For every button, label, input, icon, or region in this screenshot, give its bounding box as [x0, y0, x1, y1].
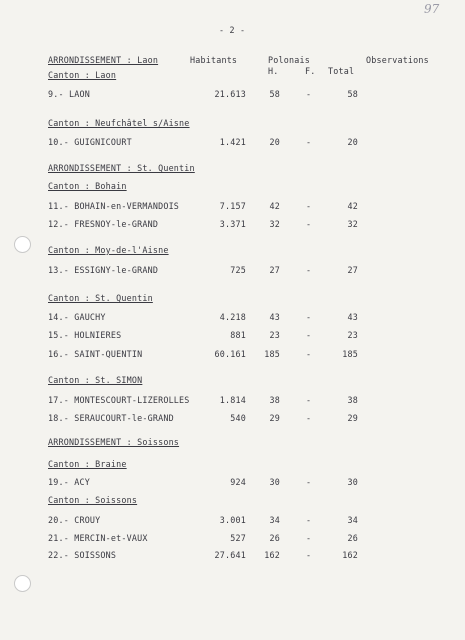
femmes-value: -	[306, 515, 312, 525]
femmes-value: -	[306, 533, 312, 543]
commune-name: 9.- LAON	[48, 89, 90, 99]
hommes-value: 58	[269, 89, 280, 99]
hommes-value: 38	[269, 395, 280, 405]
col-observations: Observations	[366, 55, 429, 65]
commune-name: 18.- SERAUCOURT-le-GRAND	[48, 413, 174, 423]
arrondissement-heading: ARRONDISSEMENT : Soissons	[48, 437, 180, 447]
total-value: 42	[347, 201, 358, 211]
habitants-value: 924	[230, 477, 246, 487]
canton-heading: Canton : Laon	[48, 70, 117, 80]
commune-name: 13.- ESSIGNY-le-GRAND	[48, 265, 159, 275]
commune-name: 11.- BOHAIN-en-VERMANDOIS	[48, 201, 180, 211]
hommes-value: 34	[269, 515, 280, 525]
total-value: 30	[347, 477, 358, 487]
femmes-value: -	[306, 89, 312, 99]
canton-heading: Canton : St. SIMON	[48, 375, 143, 385]
total-value: 20	[347, 137, 358, 147]
col-total: Total	[328, 66, 355, 76]
habitants-value: 881	[230, 330, 246, 340]
habitants-value: 1.421	[219, 137, 246, 147]
commune-name: 12.- FRESNOY-le-GRAND	[48, 219, 159, 229]
total-value: 38	[347, 395, 358, 405]
habitants-value: 527	[230, 533, 246, 543]
femmes-value: -	[306, 201, 312, 211]
canton-heading: Canton : Neufchâtel s/Aisne	[48, 118, 190, 128]
femmes-value: -	[306, 477, 312, 487]
canton-heading: Canton : Bohain	[48, 181, 127, 191]
page-marker: - 2 -	[219, 25, 246, 35]
femmes-value: -	[306, 219, 312, 229]
total-value: 29	[347, 413, 358, 423]
hommes-value: 162	[264, 550, 280, 560]
hommes-value: 23	[269, 330, 280, 340]
femmes-value: -	[306, 265, 312, 275]
habitants-value: 60.161	[214, 349, 246, 359]
habitants-value: 1.814	[219, 395, 246, 405]
canton-heading: Canton : Braine	[48, 459, 127, 469]
hommes-value: 26	[269, 533, 280, 543]
total-value: 43	[347, 312, 358, 322]
femmes-value: -	[306, 395, 312, 405]
hommes-value: 27	[269, 265, 280, 275]
handwritten-page-number: 97	[424, 2, 440, 16]
commune-name: 14.- GAUCHY	[48, 312, 106, 322]
commune-name: 16.- SAINT-QUENTIN	[48, 349, 143, 359]
punch-hole	[14, 575, 31, 592]
total-value: 32	[347, 219, 358, 229]
habitants-value: 725	[230, 265, 246, 275]
hommes-value: 185	[264, 349, 280, 359]
arrondissement-heading: ARRONDISSEMENT : St. Quentin	[48, 163, 195, 173]
total-value: 26	[347, 533, 358, 543]
hommes-value: 30	[269, 477, 280, 487]
col-f: F.	[305, 66, 316, 76]
habitants-value: 540	[230, 413, 246, 423]
habitants-value: 3.371	[219, 219, 246, 229]
commune-name: 10.- GUIGNICOURT	[48, 137, 132, 147]
canton-heading: Canton : Soissons	[48, 495, 138, 505]
femmes-value: -	[306, 349, 312, 359]
total-value: 185	[342, 349, 358, 359]
commune-name: 21.- MERCIN-et-VAUX	[48, 533, 148, 543]
total-value: 162	[342, 550, 358, 560]
commune-name: 15.- HOLNIERES	[48, 330, 122, 340]
hommes-value: 29	[269, 413, 280, 423]
commune-name: 22.- SOISSONS	[48, 550, 117, 560]
habitants-value: 4.218	[219, 312, 246, 322]
canton-heading: Canton : St. Quentin	[48, 293, 153, 303]
commune-name: 19.- ACY	[48, 477, 90, 487]
hommes-value: 42	[269, 201, 280, 211]
commune-name: 20.- CROUY	[48, 515, 101, 525]
canton-heading: Canton : Moy-de-l'Aisne	[48, 245, 169, 255]
femmes-value: -	[306, 137, 312, 147]
habitants-value: 21.613	[214, 89, 246, 99]
habitants-value: 27.641	[214, 550, 246, 560]
habitants-value: 3.001	[219, 515, 246, 525]
commune-name: 17.- MONTESCOURT-LIZEROLLES	[48, 395, 190, 405]
hommes-value: 43	[269, 312, 280, 322]
femmes-value: -	[306, 330, 312, 340]
total-value: 58	[347, 89, 358, 99]
femmes-value: -	[306, 413, 312, 423]
hommes-value: 20	[269, 137, 280, 147]
col-polonais: Polonais	[268, 55, 310, 65]
femmes-value: -	[306, 550, 312, 560]
hommes-value: 32	[269, 219, 280, 229]
total-value: 27	[347, 265, 358, 275]
total-value: 23	[347, 330, 358, 340]
arrondissement-heading: ARRONDISSEMENT : Laon	[48, 55, 159, 65]
habitants-value: 7.157	[219, 201, 246, 211]
col-habitants: Habitants	[190, 55, 238, 65]
femmes-value: -	[306, 312, 312, 322]
col-h: H.	[268, 66, 279, 76]
total-value: 34	[347, 515, 358, 525]
punch-hole	[14, 236, 31, 253]
